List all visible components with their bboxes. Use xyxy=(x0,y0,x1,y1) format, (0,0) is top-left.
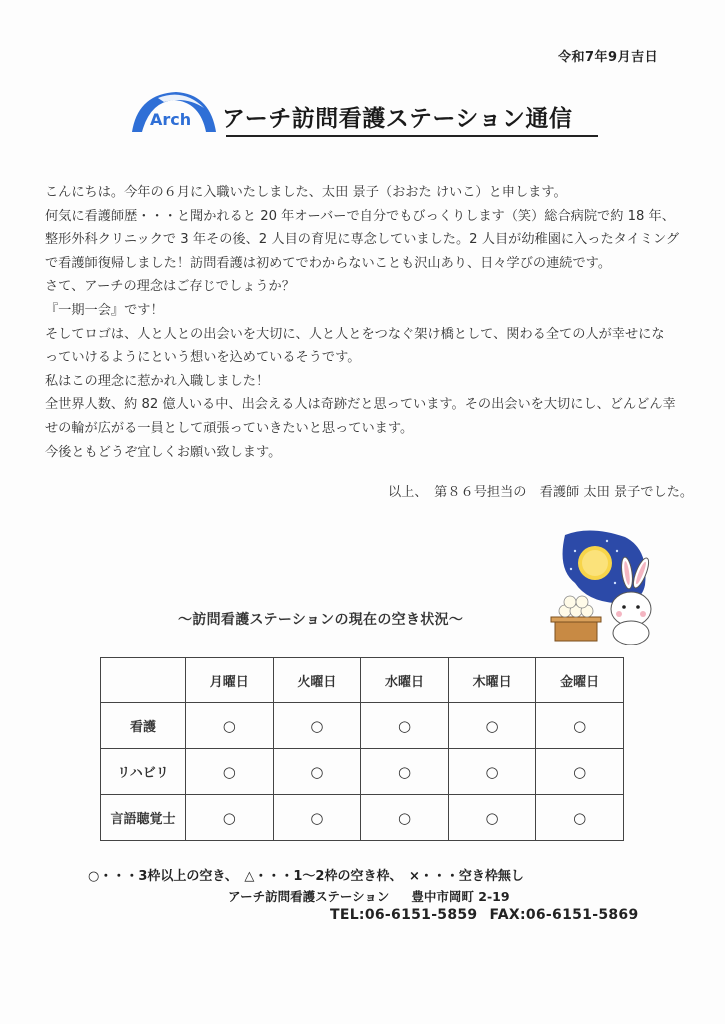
availability-cell: ○ xyxy=(536,795,624,841)
availability-cell: ○ xyxy=(361,703,449,749)
body-line: さて、アーチの理念はご存じでしょうか？ xyxy=(45,279,295,295)
body-line: 整形外科クリニックで 3 年その後、2 人目の育児に専念していました。2 人目が幼稚園に入ったタイミング xyxy=(45,232,680,248)
availability-cell: ○ xyxy=(448,703,536,749)
station-address-line xyxy=(228,887,510,905)
station-name: アーチ訪問看護ステーション xyxy=(228,889,390,904)
availability-cell: ○ xyxy=(448,749,536,795)
availability-legend: ○・・・3枠以上の空き、 △・・・1～2枠の空き枠、 ×・・・空き枠無し xyxy=(88,869,524,884)
column-header-thursday: 木曜日 xyxy=(448,658,536,703)
availability-title: ～訪問看護ステーションの現在の空き状況～ xyxy=(178,612,464,628)
fax-number: FAX:06-6151-5869 xyxy=(489,907,639,923)
contact-line xyxy=(330,907,639,923)
column-header-wednesday: 水曜日 xyxy=(361,658,449,703)
row-label: 言語聴覚士 xyxy=(101,795,186,841)
table-header-row xyxy=(101,658,624,703)
column-header-tuesday: 火曜日 xyxy=(273,658,361,703)
availability-cell: ○ xyxy=(186,749,274,795)
availability-cell: ○ xyxy=(361,795,449,841)
table-row xyxy=(101,749,624,795)
newsletter-title: アーチ訪問看護ステーション通信 xyxy=(222,106,573,132)
body-line: せの輪が広がる一員として頑張っていきたいと思っています。 xyxy=(45,420,414,436)
body-line: そしてロゴは、人と人との出会いを大切に、人と人とをつなぐ架け橋として、関わる全ての人が幸せにな xyxy=(45,326,665,342)
availability-cell: ○ xyxy=(361,749,449,795)
availability-cell: ○ xyxy=(273,703,361,749)
column-header-blank xyxy=(101,658,186,703)
moon-rabbit-icon xyxy=(545,525,665,645)
body-line: 私はこの理念に惹かれ入職しました！ xyxy=(45,373,270,389)
table-row xyxy=(101,795,624,841)
title-underline xyxy=(226,135,598,137)
logo-text: Arch xyxy=(150,110,192,129)
row-label: リハビリ xyxy=(101,749,186,795)
availability-cell: ○ xyxy=(448,795,536,841)
body-line: 今後ともどうぞ宜しくお願い致します。 xyxy=(45,444,282,460)
issue-date: 令和7年9月吉日 xyxy=(558,50,659,65)
availability-cell: ○ xyxy=(536,703,624,749)
body-line: こんにちは。今年の６月に入職いたしました、太田 景子（おおた けいこ）と申します。 xyxy=(45,185,567,200)
availability-cell: ○ xyxy=(273,795,361,841)
moon-rabbit-illustration xyxy=(545,525,665,645)
availability-table xyxy=(100,657,624,841)
column-header-monday: 月曜日 xyxy=(186,658,274,703)
newsletter-header xyxy=(128,88,598,140)
availability-cell: ○ xyxy=(536,749,624,795)
availability-cell: ○ xyxy=(273,749,361,795)
phone-number: TEL:06-6151-5859 xyxy=(330,907,478,923)
table-row xyxy=(101,703,624,749)
signature: 以上、 第８６号担当の 看護師 太田 景子でした。 xyxy=(388,485,694,500)
column-header-friday: 金曜日 xyxy=(536,658,624,703)
body-line: っていけるようにという想いを込めているそうです。 xyxy=(45,350,361,366)
letter-body xyxy=(45,181,705,464)
availability-cell: ○ xyxy=(186,703,274,749)
row-label: 看護 xyxy=(101,703,186,749)
availability-cell: ○ xyxy=(186,795,274,841)
arch-logo xyxy=(128,88,218,136)
station-address: 豊中市岡町 2-19 xyxy=(411,889,510,904)
body-line: で看護師復帰しました！訪問看護は初めてでわからないことも沢山あり、日々学びの連続です。 xyxy=(45,255,612,271)
body-line: 全世界人数、約 82 億人いる中、出会える人は奇跡だと思っています。その出会いを大切にし、どんどん幸 xyxy=(45,397,676,413)
body-line: 『一期一会』です！ xyxy=(45,302,164,318)
body-line: 何気に看護師歴・・・と聞かれると 20 年オーバーで自分でもびっくりします（笑）総合病院で約 18 年、 xyxy=(45,208,675,224)
